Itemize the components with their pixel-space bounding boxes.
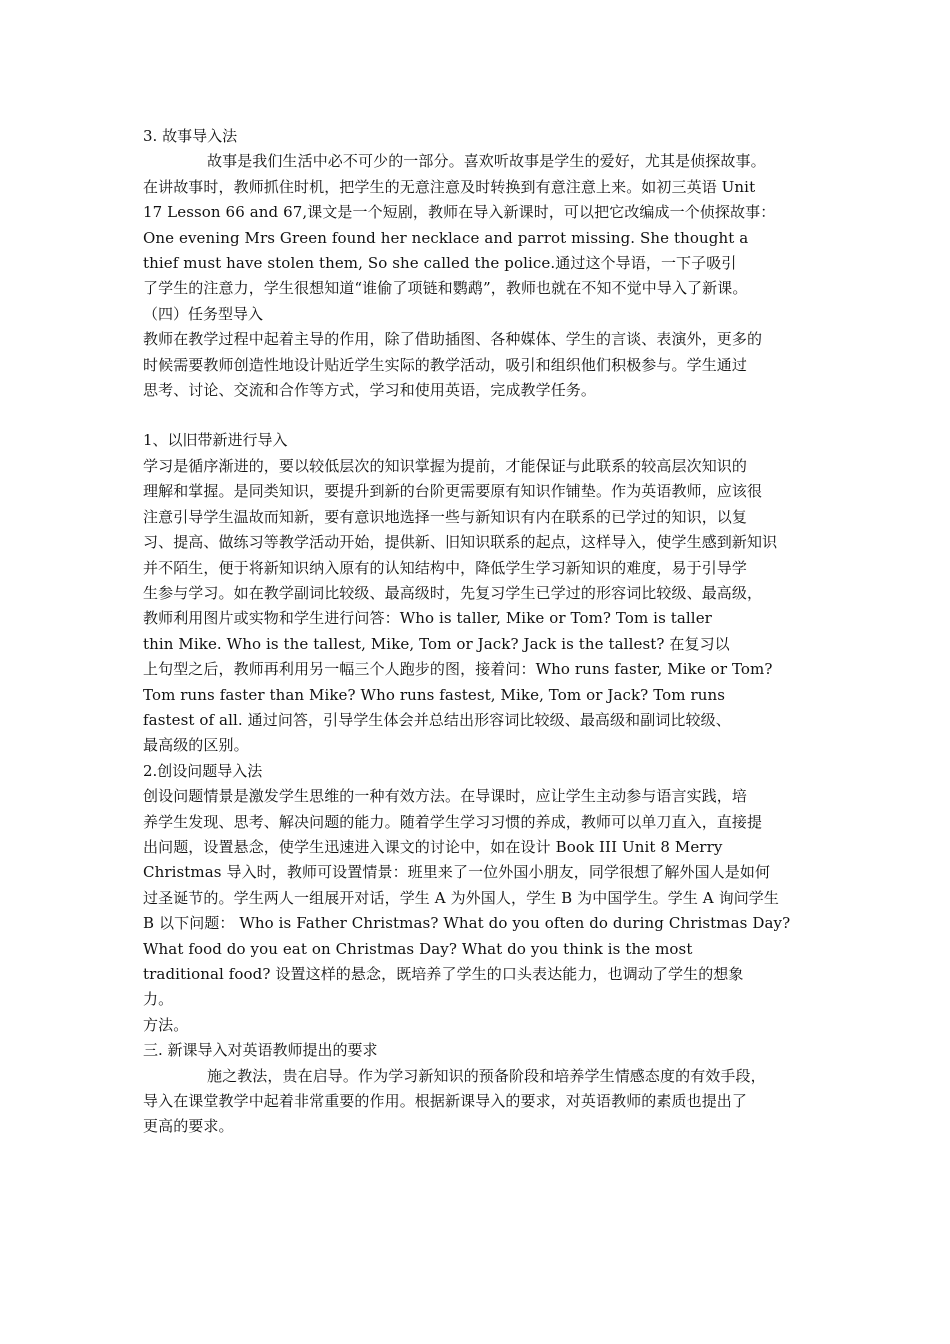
paragraph-line: 过圣诞节的。学生两人一组展开对话，学生 A 为外国人，学生 B 为中国学生。学生 A 询问学生 — [143, 888, 779, 907]
paragraph-line: 在讲故事时，教师抓住时机，把学生的无意注意及时转换到有意注意上来。如初三英语 Unit — [143, 177, 756, 196]
paragraph-line: 习、提高、做练习等教学活动开始，提供新、旧知识联系的起点，这样导入，使学生感到新知识 — [143, 533, 778, 552]
paragraph-line: thin Mike. Who is the tallest, Mike, Tom or Jack? Jack is the tallest? 在复习以 — [143, 634, 730, 653]
document-page — [143, 124, 815, 1140]
paragraph-line: One evening Mrs Green found her necklace and parrot missing. She thought a — [143, 228, 749, 247]
paragraph-line: 上句型之后，教师再利用另一幅三个人跑步的图，接着问：Who runs faster, Mike or Tom? — [143, 660, 773, 679]
paragraph-line: thief must have stolen them, So she called the police.通过这个导语，一下子吸引 — [143, 254, 737, 273]
paragraph-line: 生参与学习。如在教学副词比较级、最高级时，先复习学生已学过的形容词比较级、最高级， — [143, 583, 763, 602]
paragraph-line: 时候需要教师创造性地设计贴近学生实际的教学活动，吸引和组织他们积极参与。学生通过 — [143, 355, 748, 374]
paragraph-line: 了学生的注意力，学生很想知道“谁偷了项链和鹦鹉”，教师也就在不知不觉中导入了新课。 — [143, 279, 748, 298]
paragraph-line: 出问题，设置悬念，使学生迅速进入课文的讨论中，如在设计 Book III Unit 8 Merry — [143, 837, 723, 856]
section-heading-task-based: （四）任务型导入 — [143, 304, 264, 323]
blank-line — [143, 403, 815, 428]
paragraph-line: 教师利用图片或实物和学生进行问答：Who is taller, Mike or Tom? Tom is taller — [143, 609, 712, 628]
paragraph-line: 思考、讨论、交流和合作等方式，学习和使用英语，完成教学任务。 — [143, 381, 597, 400]
subheading-old-to-new: 1、以旧带新进行导入 — [143, 431, 288, 450]
paragraph-line: 导入在课堂教学中起着非常重要的作用。根据新课导入的要求，对英语教师的素质也提出了 — [143, 1092, 748, 1111]
paragraph-line: Christmas 导入时，教师可设置情景：班里来了一位外国小朋友，同学很想了解外国人是如何 — [143, 863, 771, 882]
paragraph-line: fastest of all. 通过问答，引导学生体会并总结出形容词比较级、最高级和副词比较级、 — [143, 710, 731, 729]
paragraph-line: 并不陌生，便于将新知识纳入原有的认知结构中，降低学生学习新知识的难度，易于引导学 — [143, 558, 748, 577]
paragraph-line: What food do you eat on Christmas Day? What do you think is the most — [143, 939, 693, 958]
paragraph-line: 施之教法，贵在启导。作为学习新知识的预备阶段和培养学生情感态度的有效手段， — [207, 1066, 766, 1085]
section-heading-teacher-requirements: 三. 新课导入对英语教师提出的要求 — [143, 1041, 378, 1060]
paragraph-line: 理解和掌握。是同类知识，要提升到新的台阶更需要原有知识作铺垫。作为英语教师，应该很 — [143, 482, 763, 501]
paragraph-line: 故事是我们生活中必不可少的一部分。喜欢听故事是学生的爱好，尤其是侦探故事。 — [207, 152, 766, 171]
section-heading-story-method: 3. 故事导入法 — [143, 127, 238, 145]
paragraph-line: Tom runs faster than Mike? Who runs fastest, Mike, Tom or Jack? Tom runs — [143, 685, 726, 704]
paragraph-line: traditional food? 设置这样的悬念，既培养了学生的口头表达能力，也调动了学生的想象 — [143, 965, 744, 983]
paragraph-line: 更高的要求。 — [143, 1117, 234, 1136]
paragraph-line: 力。 — [143, 990, 174, 1009]
paragraph-line: 注意引导学生温故而知新，要有意识地选择一些与新知识有内在联系的已学过的知识，以复 — [143, 507, 748, 526]
paragraph-line: 17 Lesson 66 and 67,课文是一个短剧，教师在导入新课时，可以把它改编成一个侦探故事： — [143, 203, 776, 222]
paragraph-line: 最高级的区别。 — [143, 736, 249, 755]
paragraph-line: 教师在教学过程中起着主导的作用，除了借助插图、各种媒体、学生的言谈、表演外，更多的 — [143, 330, 763, 349]
paragraph-line: 方法。 — [143, 1015, 189, 1034]
paragraph-line: 创设问题情景是激发学生思维的一种有效方法。在导课时，应让学生主动参与语言实践，培 — [143, 787, 748, 806]
subheading-problem-method: 2.创设问题导入法 — [143, 761, 263, 780]
paragraph-line: B 以下问题： Who is Father Christmas? What do you often do during Christmas Day? — [143, 914, 791, 933]
paragraph-line: 学习是循序渐进的，要以较低层次的知识掌握为提前，才能保证与此联系的较高层次知识的 — [143, 456, 748, 475]
paragraph-line: 养学生发现、思考、解决问题的能力。随着学生学习习惯的养成，教师可以单刀直入，直接提 — [143, 812, 763, 831]
